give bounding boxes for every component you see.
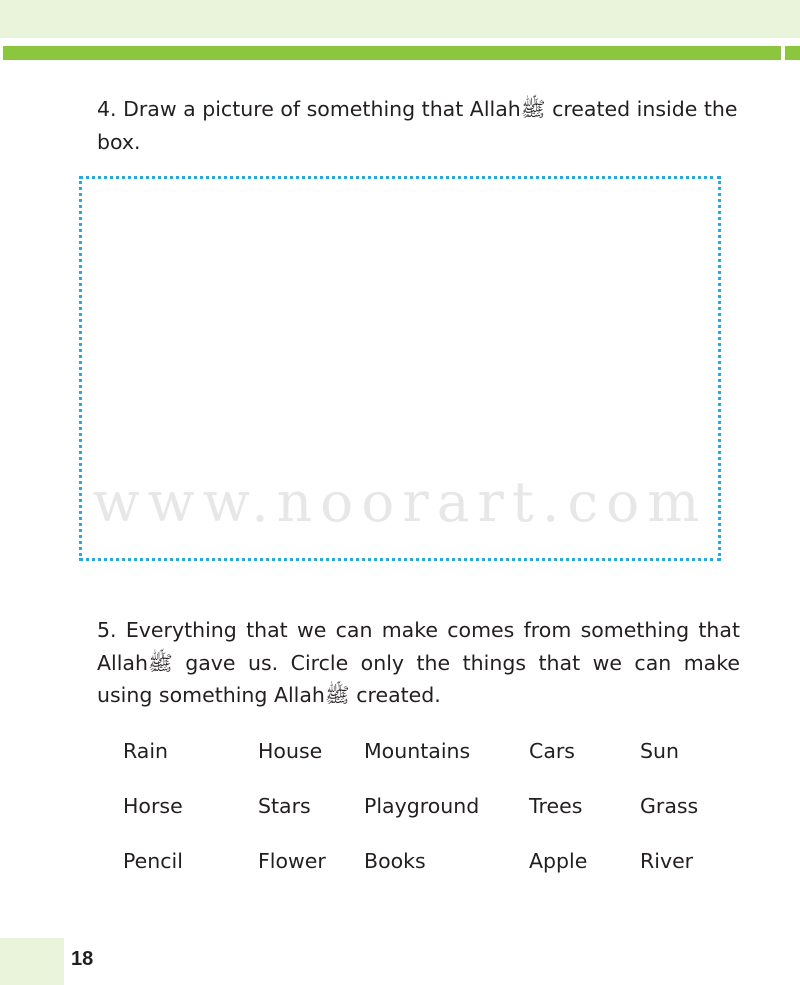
question-5-text: 5. Everything that we can make comes from something that Allahﷺ gave us. Circle only the things that we can make using something Allahﷺ created.: [97, 618, 740, 707]
word-item[interactable]: Sun: [640, 739, 679, 763]
word-item[interactable]: House: [258, 739, 323, 763]
word-item[interactable]: Pencil: [123, 849, 183, 873]
word-item[interactable]: Mountains: [364, 739, 471, 763]
word-item[interactable]: Books: [364, 849, 426, 873]
word-item[interactable]: Flower: [258, 849, 326, 873]
word-item[interactable]: River: [640, 849, 694, 873]
word-item[interactable]: Playground: [364, 794, 480, 818]
word-item[interactable]: Grass: [640, 794, 699, 818]
word-item[interactable]: Rain: [123, 739, 169, 763]
word-item[interactable]: Cars: [529, 739, 575, 763]
top-green-stripe-end: [785, 46, 800, 60]
word-item[interactable]: Apple: [529, 849, 588, 873]
word-item[interactable]: Trees: [529, 794, 583, 818]
word-item[interactable]: Stars: [258, 794, 311, 818]
top-green-stripe: [3, 46, 781, 60]
question-4-text: 4. Draw a picture of something that Allahﷺ created inside the box.: [97, 97, 738, 154]
page-number-tab: [0, 938, 64, 985]
word-item[interactable]: Horse: [123, 794, 183, 818]
page-number: 18: [71, 948, 94, 970]
top-header-band: [0, 0, 800, 38]
watermark: www.noorart.com: [92, 470, 708, 534]
